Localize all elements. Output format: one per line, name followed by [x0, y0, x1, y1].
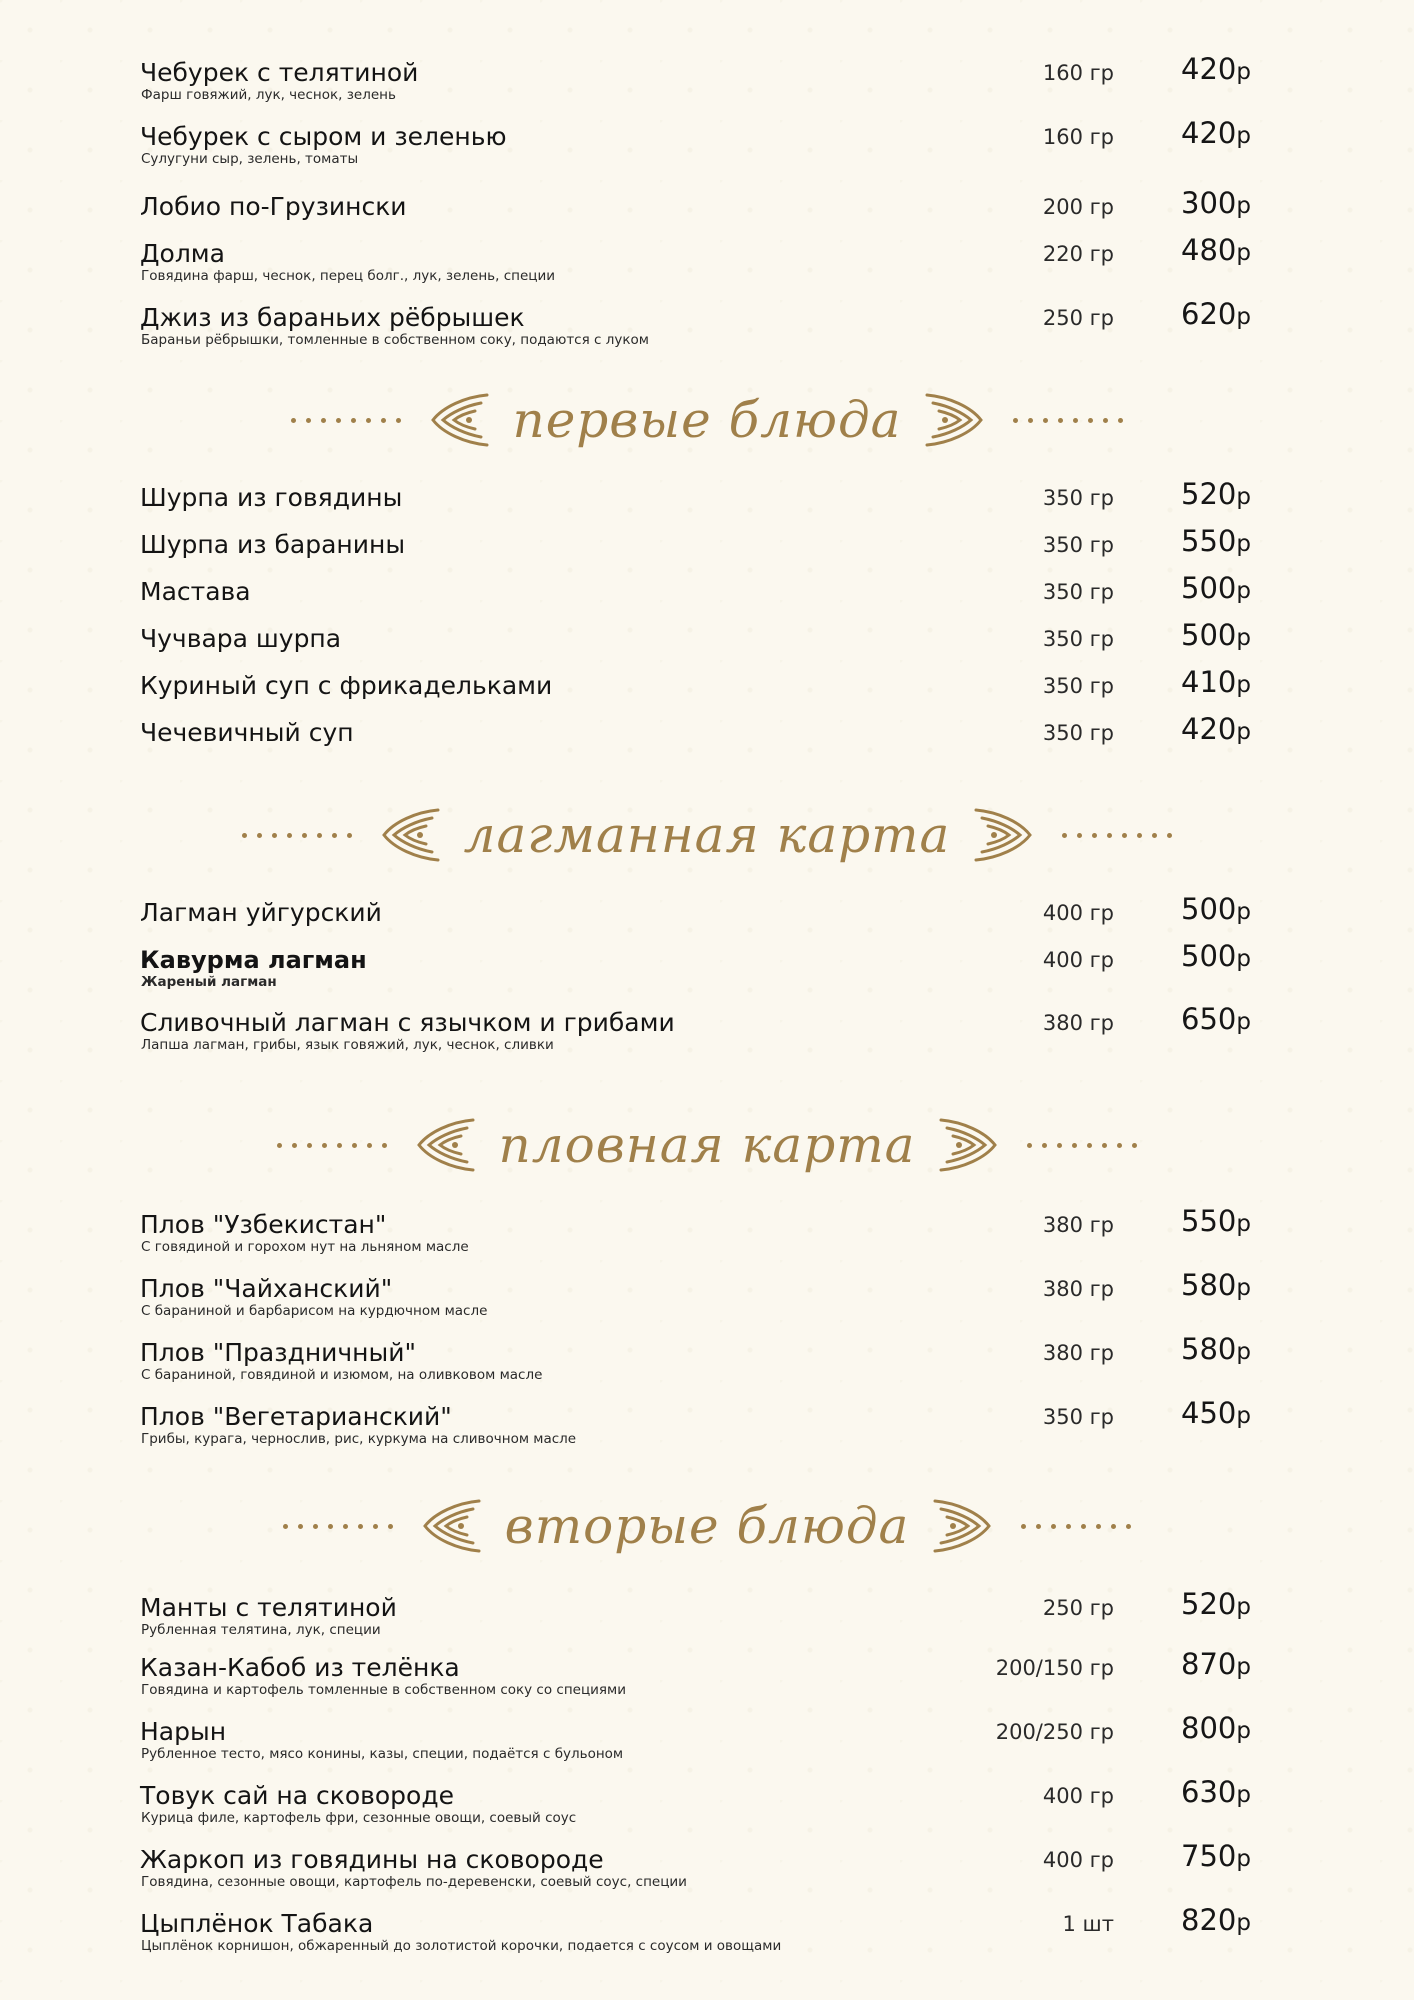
menu-item — [0, 665, 1414, 718]
section-heading-first-courses — [0, 375, 1414, 465]
item-weight: 400 гр — [1042, 901, 1114, 925]
item-weight: 200/250 гр — [995, 1720, 1114, 1744]
item-description: Бараньи рёбрышки, томленные в собственном соку, подаются с луком — [141, 332, 649, 348]
section-second-courses — [0, 1587, 1414, 1971]
menu-item — [0, 571, 1414, 624]
menu-item — [0, 186, 1414, 239]
dots-left — [277, 1143, 387, 1148]
item-name: Манты с телятиной — [140, 1593, 397, 1622]
section-title: пловная карта — [498, 1116, 916, 1174]
menu-item — [0, 1775, 1414, 1845]
section-first-courses — [0, 477, 1414, 765]
section-lagman — [0, 892, 1414, 1070]
item-price: 580р — [1181, 1332, 1251, 1366]
item-description: Грибы, курага, чернослив, рис, куркума на сливочном масле — [141, 1431, 577, 1447]
menu-item — [0, 712, 1414, 765]
section-heading-plov — [0, 1100, 1414, 1190]
item-description: Лапша лагман, грибы, язык говяжий, лук, чеснок, сливки — [141, 1037, 554, 1053]
item-name: Шурпа из говядины — [140, 483, 403, 512]
item-weight: 350 гр — [1042, 721, 1114, 745]
item-price: 800р — [1181, 1711, 1251, 1745]
menu-item — [0, 297, 1414, 365]
menu-item — [0, 1396, 1414, 1464]
ornament-right-icon — [937, 1114, 999, 1176]
item-weight: 350 гр — [1042, 580, 1114, 604]
item-name: Чучвара шурпа — [140, 624, 342, 653]
menu-item — [0, 1647, 1414, 1717]
item-price: 420р — [1181, 116, 1251, 150]
item-name: Лагман уйгурский — [140, 898, 382, 927]
dots-left — [242, 833, 352, 838]
menu-item — [0, 892, 1414, 945]
item-description: Фарш говяжий, лук, чеснок, зелень — [141, 87, 396, 103]
item-description: С бараниной, говядиной и изюмом, на оливковом масле — [141, 1367, 543, 1383]
item-name: Плов "Чайханский" — [140, 1274, 393, 1303]
item-weight: 350 гр — [1042, 627, 1114, 651]
item-name: Шурпа из баранины — [140, 530, 406, 559]
item-weight: 200/150 гр — [995, 1656, 1114, 1680]
item-weight: 1 шт — [1062, 1912, 1114, 1936]
menu-item — [0, 1332, 1414, 1402]
item-weight: 350 гр — [1042, 674, 1114, 698]
item-name: Кавурма лагман — [140, 946, 367, 974]
section-plov — [0, 1204, 1414, 1464]
dots-right — [1021, 1524, 1131, 1529]
item-weight: 380 гр — [1042, 1213, 1114, 1237]
item-weight: 250 гр — [1042, 306, 1114, 330]
item-name: Сливочный лагман с язычком и грибами — [140, 1008, 675, 1037]
item-description: Рубленная телятина, лук, специи — [141, 1622, 381, 1638]
section-heading-second-courses — [0, 1481, 1414, 1571]
item-weight: 380 гр — [1042, 1277, 1114, 1301]
item-name: Товук сай на сковороде — [140, 1781, 455, 1810]
menu-item — [0, 477, 1414, 530]
item-price: 500р — [1181, 571, 1251, 605]
item-name: Чебурек с сыром и зеленью — [140, 122, 507, 151]
item-price: 650р — [1181, 1002, 1251, 1036]
dots-left — [283, 1524, 393, 1529]
item-weight: 400 гр — [1042, 1784, 1114, 1808]
dots-right — [1062, 833, 1172, 838]
menu-item — [0, 52, 1414, 122]
item-price: 500р — [1181, 939, 1251, 973]
item-weight: 350 гр — [1042, 1405, 1114, 1429]
item-weight: 380 гр — [1042, 1011, 1114, 1035]
item-price: 750р — [1181, 1839, 1251, 1873]
section-heading-lagman — [0, 790, 1414, 880]
item-weight: 400 гр — [1042, 1848, 1114, 1872]
item-description: Цыплёнок корнишон, обжаренный до золотистой корочки, подается с соусом и овощами — [141, 1938, 782, 1954]
item-name: Чебурек с телятиной — [140, 58, 419, 87]
item-price: 620р — [1181, 297, 1251, 331]
item-weight: 160 гр — [1042, 61, 1114, 85]
item-description: Рубленное тесто, мясо конины, казы, специи, подаётся с бульоном — [141, 1746, 624, 1762]
menu-item — [0, 116, 1414, 192]
section-title: вторые блюда — [504, 1497, 910, 1555]
item-weight: 350 гр — [1042, 533, 1114, 557]
ornament-right-icon — [923, 389, 985, 451]
item-name: Долма — [140, 239, 225, 268]
menu-item — [0, 1268, 1414, 1338]
item-weight: 380 гр — [1042, 1341, 1114, 1365]
section-title: первые блюда — [512, 391, 902, 449]
menu-item — [0, 1903, 1414, 1971]
item-price: 420р — [1181, 52, 1251, 86]
item-price: 550р — [1181, 1204, 1251, 1238]
section-title: лагманная карта — [463, 806, 951, 864]
item-description: Курица филе, картофель фри, сезонные овощи, соевый соус — [141, 1810, 577, 1826]
menu-item — [0, 1711, 1414, 1781]
ornament-left-icon — [415, 1114, 477, 1176]
item-name: Жаркоп из говядины на сковороде — [140, 1845, 604, 1874]
item-price: 500р — [1181, 618, 1251, 652]
item-name: Лобио по-Грузински — [140, 192, 407, 221]
item-weight: 350 гр — [1042, 486, 1114, 510]
item-name: Чечевичный суп — [140, 718, 354, 747]
menu-item — [0, 1587, 1414, 1653]
item-weight: 160 гр — [1042, 125, 1114, 149]
item-name: Куриный суп с фрикадельками — [140, 671, 553, 700]
dots-left — [291, 418, 401, 423]
menu-item — [0, 524, 1414, 577]
item-description: Говядина и картофель томленные в собственном соку со специями — [141, 1682, 627, 1698]
item-price: 550р — [1181, 524, 1251, 558]
menu-item — [0, 939, 1414, 1008]
item-price: 450р — [1181, 1396, 1251, 1430]
item-price: 520р — [1181, 477, 1251, 511]
menu-item — [0, 1839, 1414, 1909]
item-name: Мастава — [140, 577, 251, 606]
ornament-right-icon — [972, 804, 1034, 866]
item-name: Плов "Праздничный" — [140, 1338, 417, 1367]
item-price: 820р — [1181, 1903, 1251, 1937]
item-description: Жареный лагман — [141, 974, 277, 990]
ornament-right-icon — [931, 1495, 993, 1557]
item-name: Джиз из бараньих рёбрышек — [140, 303, 525, 332]
item-price: 580р — [1181, 1268, 1251, 1302]
item-price: 870р — [1181, 1647, 1251, 1681]
item-weight: 250 гр — [1042, 1596, 1114, 1620]
ornament-left-icon — [429, 389, 491, 451]
menu-item — [0, 618, 1414, 671]
menu-item — [0, 1204, 1414, 1274]
item-name: Плов "Вегетарианский" — [140, 1402, 452, 1431]
item-price: 420р — [1181, 712, 1251, 746]
item-name: Цыплёнок Табака — [140, 1909, 374, 1938]
item-price: 300р — [1181, 186, 1251, 220]
ornament-left-icon — [380, 804, 442, 866]
menu-item — [0, 1002, 1414, 1070]
item-price: 410р — [1181, 665, 1251, 699]
item-weight: 400 гр — [1042, 948, 1114, 972]
item-description: С бараниной и барбарисом на курдючном масле — [141, 1303, 488, 1319]
item-name: Казан-Кабоб из телёнка — [140, 1653, 460, 1682]
item-description: Говядина, сезонные овощи, картофель по-деревенски, соевый соус, специи — [141, 1874, 687, 1890]
item-price: 520р — [1181, 1587, 1251, 1621]
item-name: Плов "Узбекистан" — [140, 1210, 387, 1239]
dots-right — [1013, 418, 1123, 423]
section-starters — [0, 52, 1414, 365]
dots-right — [1027, 1143, 1137, 1148]
item-description: С говядиной и горохом нут на льняном масле — [141, 1239, 469, 1255]
item-description: Сулугуни сыр, зелень, томаты — [141, 151, 359, 167]
ornament-left-icon — [421, 1495, 483, 1557]
item-name: Нарын — [140, 1717, 227, 1746]
item-price: 630р — [1181, 1775, 1251, 1809]
menu-item — [0, 233, 1414, 303]
item-price: 480р — [1181, 233, 1251, 267]
item-price: 500р — [1181, 892, 1251, 926]
item-description: Говядина фарш, чеснок, перец болг., лук, зелень, специи — [141, 268, 556, 284]
item-weight: 220 гр — [1042, 242, 1114, 266]
item-weight: 200 гр — [1042, 195, 1114, 219]
